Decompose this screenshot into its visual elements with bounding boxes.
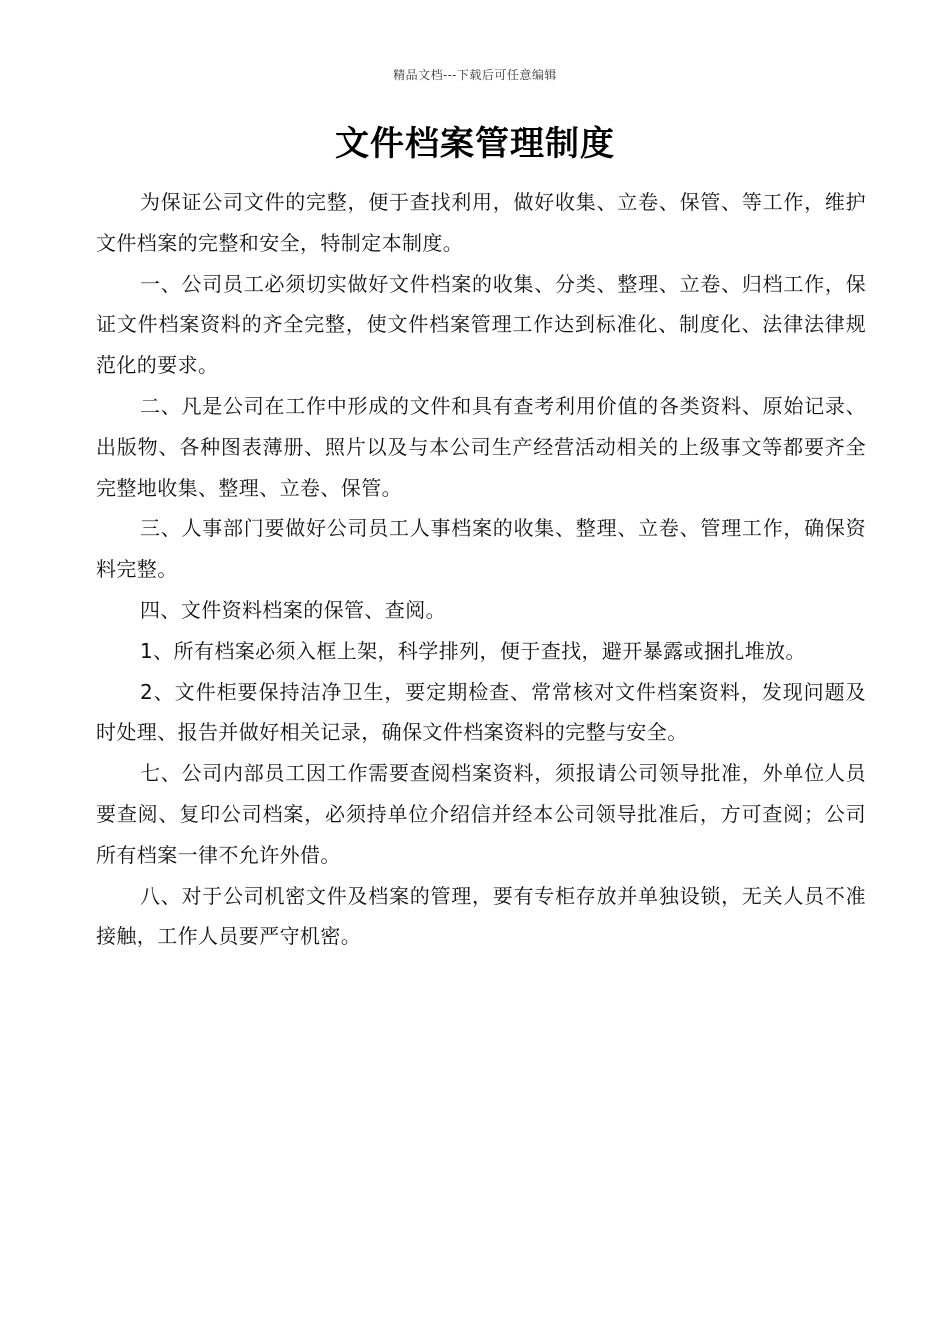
paragraph-1: 一、公司员工必须切实做好文件档案的收集、分类、整理、立卷、归档工作，保证文件档案资料的齐全完整，使文件档案管理工作达到标准化、制度化、法律法律规范化的要求。	[96, 271, 866, 378]
document-body	[96, 182, 866, 957]
header-note: 精品文档---下载后可任意编辑	[393, 68, 557, 82]
paragraph-4-2: 2、文件柜要保持洁净卫生，要定期检查、常常核对文件档案资料，发现问题及时处理、报告并做好相关记录，确保文件档案资料的完整与安全。	[96, 679, 866, 745]
paragraph-2: 二、凡是公司在工作中形成的文件和具有查考利用价值的各类资料、原始记录、出版物、各种图表薄册、照片以及与本公司生产经营活动相关的上级事文等都要齐全完整地收集、整理、立卷、保管。	[96, 393, 866, 500]
paragraph-4-1: 1、所有档案必须入框上架，科学排列，便于查找，避开暴露或捆扎堆放。	[140, 638, 806, 663]
paragraph-3: 三、人事部门要做好公司员工人事档案的收集、整理、立卷、管理工作，确保资料完整。	[96, 516, 866, 582]
paragraph-4: 四、文件资料档案的保管、查阅。	[140, 597, 446, 622]
paragraph-7: 七、公司内部员工因工作需要查阅档案资料，须报请公司领导批准，外单位人员要查阅、复印公司档案，必须持单位介绍信并经本公司领导批准后，方可查阅；公司所有档案一律不允许外借。	[96, 761, 866, 867]
paragraph-intro: 为保证公司文件的完整，便于查找利用，做好收集、立卷、保管、等工作，维护文件档案的完整和安全，特制定本制度。	[96, 190, 866, 255]
document-title: 文件档案管理制度	[335, 124, 615, 164]
paragraph-8: 八、对于公司机密文件及档案的管理，要有专柜存放并单独设锁，无关人员不准接触，工作人员要严守机密。	[96, 883, 866, 949]
